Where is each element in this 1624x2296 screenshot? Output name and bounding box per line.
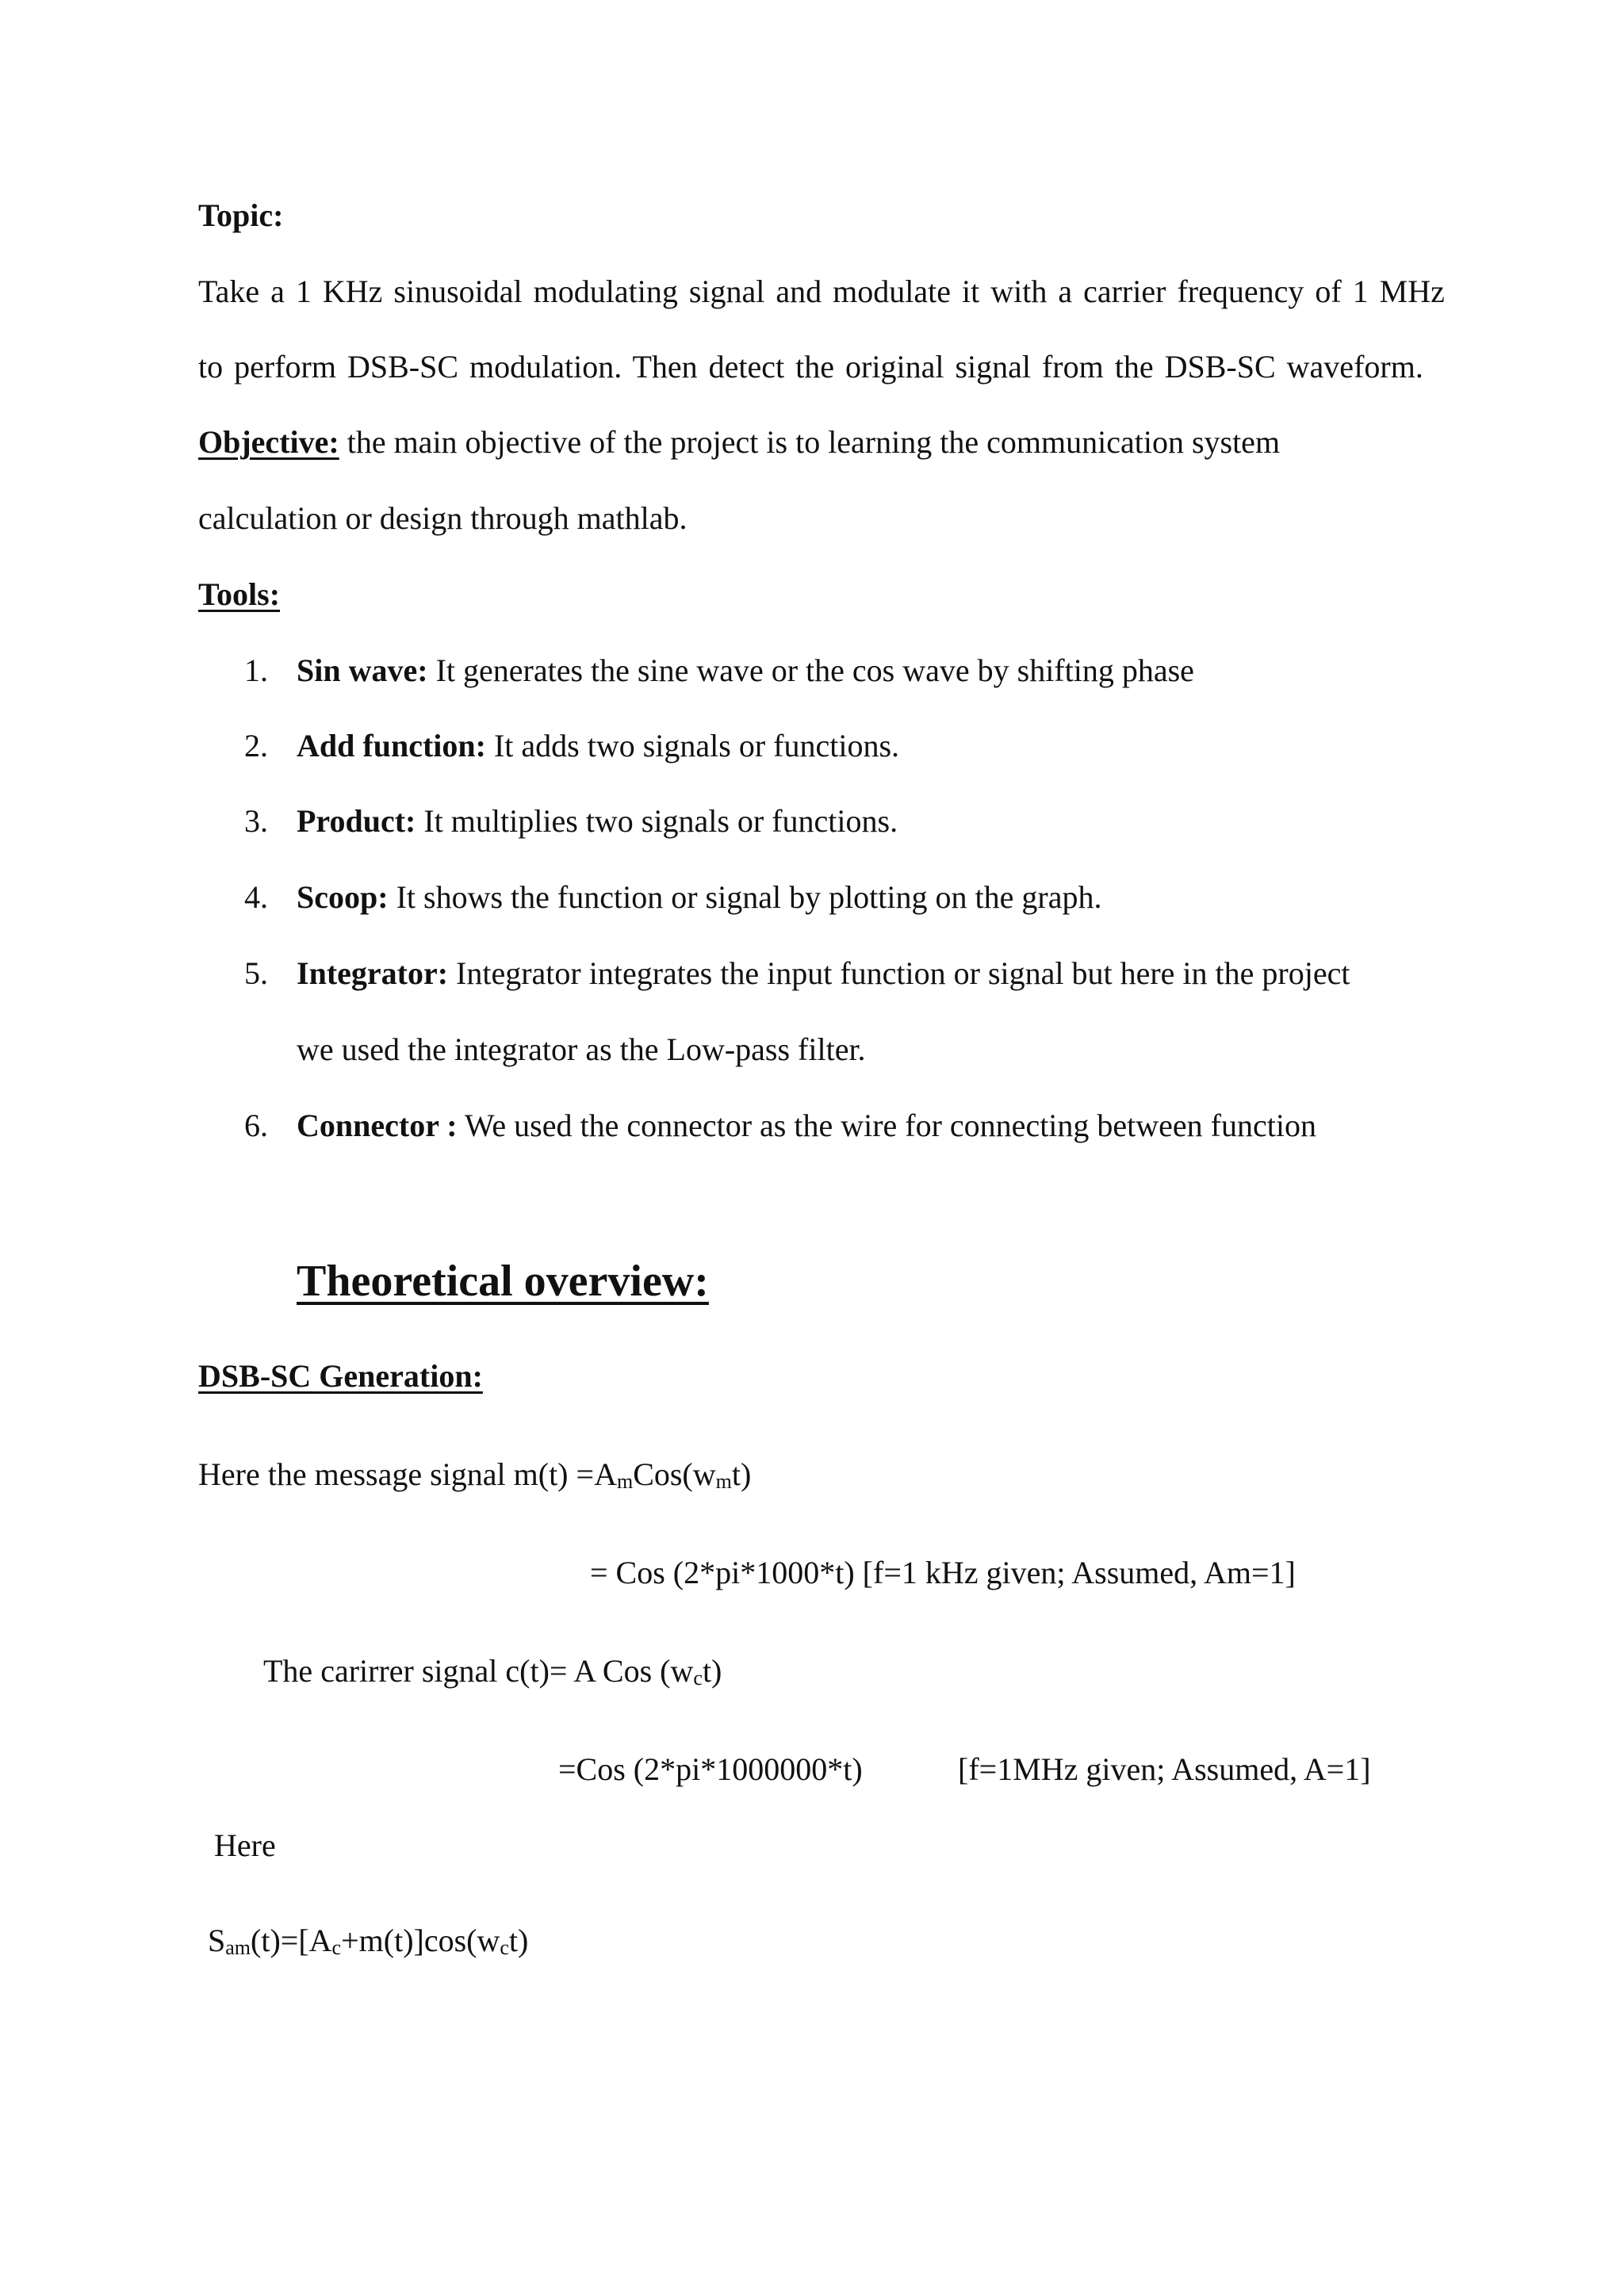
eq-subscript: m bbox=[616, 1470, 634, 1493]
list-number: 4. bbox=[244, 879, 268, 915]
topic-text-line1: Take a 1 KHz sinusoidal modulating signal and modulate it with a carrier frequency of 1 MHz bbox=[198, 274, 1445, 309]
eq-text: The carirrer signal c(t)= A Cos (w bbox=[263, 1653, 694, 1689]
tool-term: Connector : bbox=[297, 1108, 458, 1143]
eq-text: t) bbox=[508, 1923, 529, 1958]
tool-desc: It generates the sine wave or the cos wave by shifting phase bbox=[427, 652, 1194, 688]
eq-text: S bbox=[208, 1923, 226, 1958]
tool-item-product bbox=[244, 803, 898, 839]
tool-desc: Integrator integrates the input function or signal but here in the project bbox=[448, 955, 1350, 991]
objective-line2: calculation or design through mathlab. bbox=[198, 500, 688, 536]
eq-subscript: c bbox=[500, 1936, 509, 1959]
tool-desc: We used the connector as the wire for connecting between function bbox=[457, 1108, 1316, 1143]
tool-desc: It shows the function or signal by plotting on the graph. bbox=[388, 879, 1102, 915]
topic-label: Topic: bbox=[198, 197, 284, 233]
carrier-signal-value: =Cos (2*pi*1000000*t) bbox=[558, 1751, 863, 1787]
eq-subscript: m bbox=[715, 1470, 732, 1493]
list-number: 3. bbox=[244, 803, 268, 839]
objective-text: the main objective of the project is to learning the communication system bbox=[339, 424, 1281, 460]
carrier-signal-equation bbox=[263, 1655, 722, 1689]
tool-term: Sin wave: bbox=[297, 652, 428, 688]
list-number: 5. bbox=[244, 955, 268, 991]
eq-subscript: am bbox=[225, 1936, 251, 1959]
message-signal-equation bbox=[198, 1456, 752, 1493]
tools-label: Tools: bbox=[198, 576, 281, 612]
tool-item-add-function bbox=[244, 730, 899, 762]
message-signal-value: = Cos (2*pi*1000*t) [f=1 kHz given; Assumed, Am=1] bbox=[590, 1555, 1296, 1590]
tool-item-sin-wave bbox=[244, 652, 1194, 688]
here-label: Here bbox=[214, 1827, 276, 1863]
tool-item-integrator bbox=[244, 955, 1350, 991]
tool-item-scoop bbox=[244, 879, 1102, 915]
eq-text: Cos(w bbox=[633, 1456, 716, 1492]
eq-subscript: c bbox=[331, 1936, 342, 1959]
tool-term: Add function: bbox=[297, 728, 486, 763]
sam-equation bbox=[208, 1925, 528, 1958]
topic-text-line2: to perform DSB-SC modulation. Then detect the original signal from the DSB-SC waveform. bbox=[198, 349, 1423, 385]
tool-item-integrator-continued: we used the integrator as the Low-pass filter. bbox=[297, 1031, 866, 1067]
eq-text: t) bbox=[702, 1653, 722, 1689]
dsbsc-generation-heading: DSB-SC Generation: bbox=[198, 1358, 483, 1394]
tool-term: Scoop: bbox=[297, 879, 389, 915]
objective-line1 bbox=[198, 424, 1281, 460]
eq-text: +m(t)]cos(w bbox=[341, 1923, 500, 1958]
tool-term: Integrator: bbox=[297, 955, 449, 991]
eq-text: (t)=[A bbox=[251, 1923, 332, 1958]
tool-desc: It adds two signals or functions. bbox=[485, 728, 900, 763]
eq-text: Here the message signal m(t) =A bbox=[198, 1456, 617, 1492]
tool-item-connector bbox=[244, 1110, 1316, 1142]
objective-label: Objective: bbox=[198, 424, 339, 460]
list-number: 6. bbox=[244, 1108, 268, 1143]
tool-desc: It multiplies two signals or functions. bbox=[416, 803, 898, 839]
theory-heading: Theoretical overview: bbox=[297, 1257, 709, 1306]
carrier-signal-note: [f=1MHz given; Assumed, A=1] bbox=[958, 1751, 1371, 1787]
tool-term: Product: bbox=[297, 803, 416, 839]
list-number: 1. bbox=[244, 652, 268, 688]
list-number: 2. bbox=[244, 728, 268, 763]
eq-subscript: c bbox=[693, 1667, 703, 1689]
eq-text: t) bbox=[731, 1456, 752, 1492]
